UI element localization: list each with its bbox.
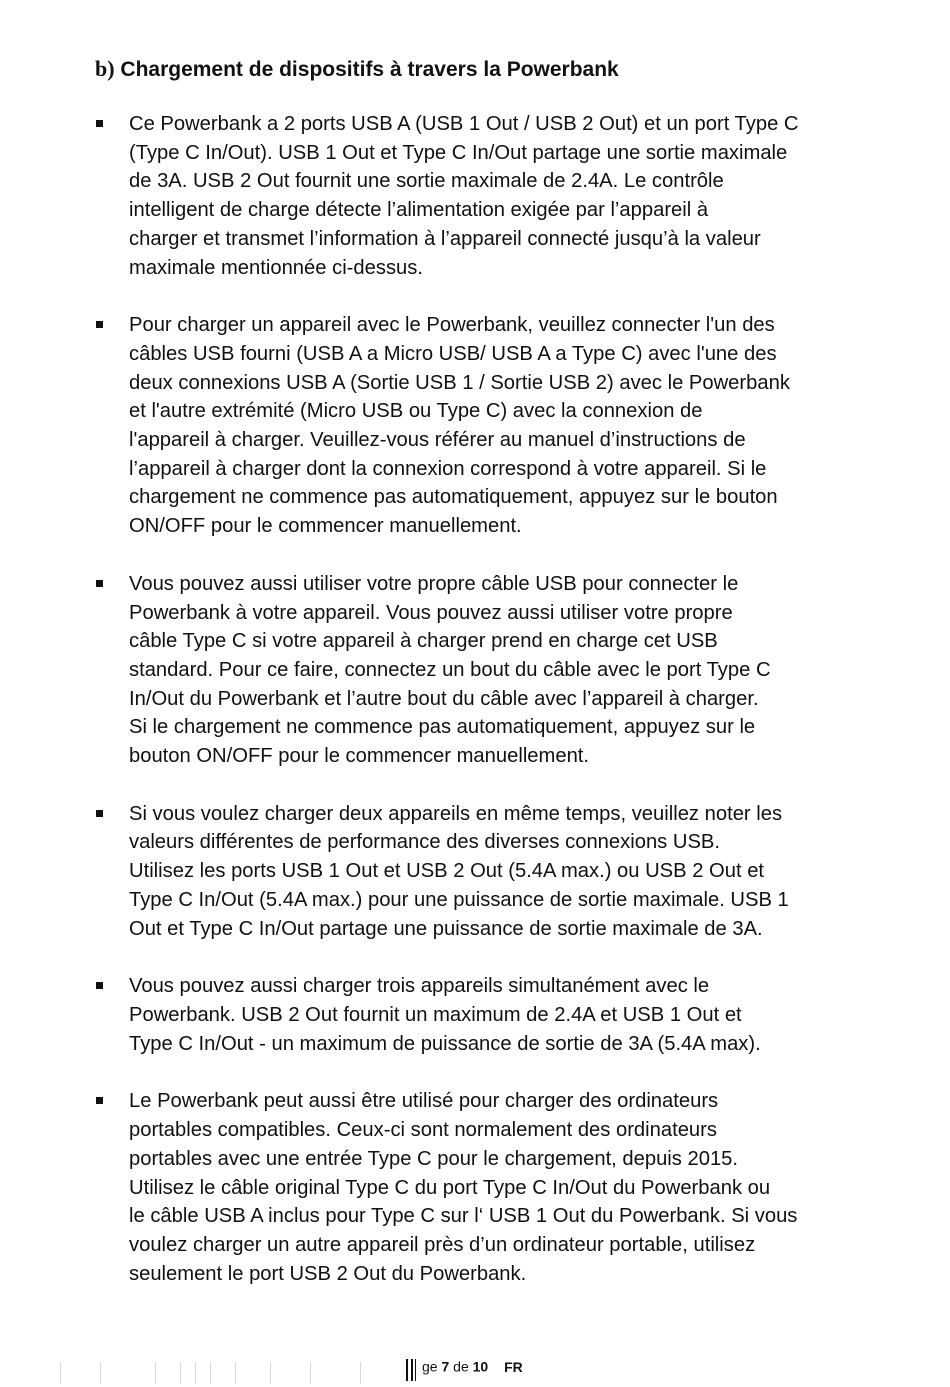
section-heading xyxy=(95,55,619,84)
bullet-text-line: Type C In/Out (5.4A max.) pour une puissance de sortie maximale. USB 1 xyxy=(129,888,789,911)
bullet-text-line: Vous pouvez aussi charger trois appareils simultanément avec le xyxy=(129,975,710,998)
bullet-text-line: deux connexions USB A (Sortie USB 1 / Sortie USB 2) avec le Powerbank xyxy=(129,371,790,394)
scan-artifact xyxy=(60,1362,380,1384)
bullet-text-line: charger et transmet l’information à l’appareil connecté jusqu’à la valeur xyxy=(129,227,761,250)
bullet-text-line: de 3A. USB 2 Out fournit une sortie maximale de 2.4A. Le contrôle xyxy=(129,170,724,193)
page-footer xyxy=(404,1355,523,1385)
square-bullet-icon xyxy=(96,1097,103,1104)
bullet-item xyxy=(95,800,835,944)
bullet-text-line: Out et Type C In/Out partage une puissance de sortie maximale de 3A. xyxy=(129,917,763,940)
bullet-text-line: standard. Pour ce faire, connectez un bout du câble avec le port Type C xyxy=(129,658,771,681)
bullet-text-line: seulement le port USB 2 Out du Powerbank. xyxy=(129,1262,527,1285)
bullet-text-line: (Type C In/Out). USB 1 Out et Type C In/Out partage une sortie maximale xyxy=(129,141,788,164)
bullet-text-line: Vous pouvez aussi utiliser votre propre câble USB pour connecter le xyxy=(129,572,739,595)
square-bullet-icon xyxy=(96,120,103,127)
square-bullet-icon xyxy=(96,321,103,328)
bullet-text-line: bouton ON/OFF pour le commencer manuellement. xyxy=(129,745,590,768)
bullet-text-line: Pour charger un appareil avec le Powerbank, veuillez connecter l'un des xyxy=(129,314,775,337)
bullet-list xyxy=(95,110,835,1317)
bullet-text-line: l’appareil à charger dont la connexion correspond à votre appareil. Si le xyxy=(129,457,767,480)
bullet-item xyxy=(95,311,835,541)
bullet-text-line: Le Powerbank peut aussi être utilisé pour charger des ordinateurs xyxy=(129,1090,719,1113)
bullet-text-line: chargement ne commence pas automatiquement, appuyez sur le bouton xyxy=(129,486,778,509)
bullet-text-line: ON/OFF pour le commencer manuellement. xyxy=(129,515,522,538)
page-of-label: de xyxy=(453,1358,469,1375)
bullet-text-line: Powerbank. USB 2 Out fournit un maximum de 2.4A et USB 1 Out et xyxy=(129,1003,742,1026)
page-prefix: ge xyxy=(422,1358,438,1375)
square-bullet-icon xyxy=(96,580,103,587)
bullet-text-line: portables compatibles. Ceux-ci sont normalement des ordinateurs xyxy=(129,1119,717,1142)
bullet-text-line: intelligent de charge détecte l’alimentation exigée par l’appareil à xyxy=(129,199,709,222)
section-title: Chargement de dispositifs à travers la Powerbank xyxy=(120,58,619,81)
bullet-text-line: Powerbank à votre appareil. Vous pouvez aussi utiliser votre propre xyxy=(129,601,733,624)
bullet-text-line: Utilisez le câble original Type C du port Type C In/Out du Powerbank ou xyxy=(129,1176,771,1199)
bullet-text-line: Ce Powerbank a 2 ports USB A (USB 1 Out / USB 2 Out) et un port Type C xyxy=(129,113,799,135)
bullet-item xyxy=(95,110,835,282)
bullet-item xyxy=(95,570,835,771)
bullet-text-line: portables avec une entrée Type C pour le chargement, depuis 2015. xyxy=(129,1147,739,1170)
bullet-text-line: In/Out du Powerbank et l’autre bout du câble avec l’appareil à charger. xyxy=(129,687,759,710)
bullet-text-line: l'appareil à charger. Veuillez-vous référer au manuel d’instructions de xyxy=(129,429,746,452)
bullet-text-line: Si le chargement ne commence pas automatiquement, appuyez sur le xyxy=(129,716,756,739)
bullet-text-line: Si vous voulez charger deux appareils en même temps, veuillez noter les xyxy=(129,802,783,825)
page-number: 7 xyxy=(441,1358,450,1375)
square-bullet-icon xyxy=(96,982,103,989)
bullet-item xyxy=(95,1087,835,1288)
page-total: 10 xyxy=(472,1358,489,1375)
barcode-icon xyxy=(404,1355,420,1381)
bullet-text-line: maximale mentionnée ci-dessus. xyxy=(129,256,423,279)
bullet-text-line: Utilisez les ports USB 1 Out et USB 2 Out (5.4A max.) ou USB 2 Out et xyxy=(129,860,765,883)
bullet-text-line: câbles USB fourni (USB A a Micro USB/ USB A a Type C) avec l'une des xyxy=(129,342,777,365)
bullet-text-line: câble Type C si votre appareil à charger prend en charge cet USB xyxy=(129,630,718,653)
section-letter: b) xyxy=(95,56,115,81)
bullet-text-line: valeurs différentes de performance des diverses connexions USB. xyxy=(129,831,720,854)
bullet-text-line: voulez charger un autre appareil près d’un ordinateur portable, utilisez xyxy=(129,1233,756,1256)
language-code: FR xyxy=(504,1358,523,1375)
bullet-text-line: le câble USB A inclus pour Type C sur l‘ USB 1 Out du Powerbank. Si vous xyxy=(129,1205,798,1228)
bullet-text-line: Type C In/Out - un maximum de puissance de sortie de 3A (5.4A max). xyxy=(129,1032,761,1055)
square-bullet-icon xyxy=(96,810,103,817)
bullet-text-line: et l'autre extrémité (Micro USB ou Type C) avec la connexion de xyxy=(129,400,703,423)
bullet-item xyxy=(95,972,835,1058)
